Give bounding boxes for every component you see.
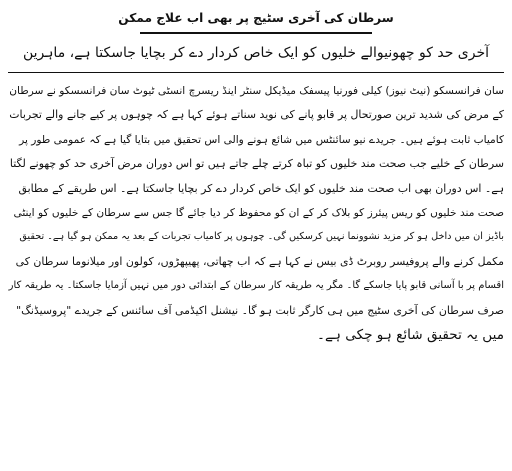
body-line: میں یہ تحقیق شائع ہو چکی ہے۔ — [317, 326, 504, 343]
body-line: صحت مند خلیوں کو ریس پیئرز کو بلاک کر کے ان کو محفوظ کر دیا جائے گا جس سے سرطان کے خلیوں کو اینٹی — [13, 206, 504, 219]
body-line: کے مرض کی شدید ترین صورتحال پر قابو پانے کی نوید سناتے ہوئے کہا ہے کہ چوہوں پر کیے جانے والے تجربات — [9, 108, 504, 122]
body-line: اقسام پر با آسانی قابو پایا جاسکے گا۔ مگر یہ طریقہ کار سرطان کے ابتدائی دور میں نہیں آزمایا جاسکتا۔ یہ طریقہ کار — [8, 280, 504, 292]
headline-underline — [140, 32, 372, 34]
body-line: سرطان کے خلیے جب صحت مند خلیوں کو تباہ کرتے چلے جاتے ہیں تو اس دوران مرض آخری حد کو چھونے لگتا — [9, 157, 504, 171]
body-line: صرف سرطان کی آخری سٹیج میں ہی کارگر ثابت ہو گا۔ نیشنل اکیڈمی آف سائنس کے جریدے "پروسیڈنگ" — [16, 303, 504, 317]
body-line: ہے۔ اس دوران بھی اب صحت مند خلیوں کو ایک خاص کردار دے کر بچایا جاسکتا ہے۔ اس طریقے کے مطابق — [18, 181, 504, 195]
article-subheadline: آخری حد کو چھونیوالے خلیوں کو ایک خاص کردار دے کر بچایا جاسکتا ہے، ماہرین — [22, 45, 490, 61]
body-line: سان فرانسسکو (نیٹ نیوز) کیلی فورنیا پیسفک میڈیکل سنٹر اینڈ ریسرچ انسٹی ٹیوٹ سان فرانسسکو نے سرطان — [9, 85, 504, 97]
article-body — [8, 79, 504, 347]
subheadline-divider — [8, 72, 504, 73]
body-line: مکمل کرنے والے پروفیسر روبرٹ ڈی بیس نے کہا ہے کہ اب چھاتی، پھیپھڑوں، کولون اور میلانوما سرطان کی — [15, 254, 504, 268]
article-headline: سرطان کی آخری سٹیج پر بھی اب علاج ممکن — [118, 11, 394, 25]
body-line: باڈیز ان میں داخل ہو کر مزید نشوونما نہیں کرسکیں گی۔ چوہوں پر کامیاب تجربات کے بعد یہ ممکن ہو گیا ہے۔ تحقیق — [19, 231, 504, 243]
headline-block — [116, 4, 396, 34]
body-line: کامیاب ثابت ہوئے ہیں۔ جریدے نیو سائنٹس میں شائع ہونے والی اس تحقیق میں بتایا گیا ہے کہ عمومی طور پر — [19, 133, 504, 146]
